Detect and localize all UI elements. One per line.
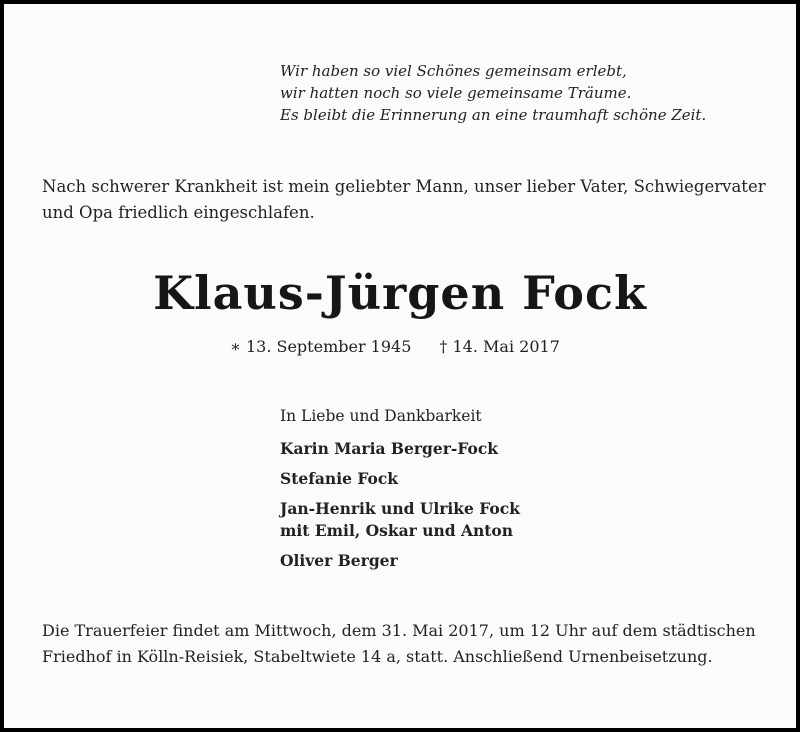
dedication-line: In Liebe und Dankbarkeit	[280, 407, 482, 425]
announcement-line: und Opa friedlich eingeschlafen.	[42, 203, 315, 222]
funeral-details-line: Die Trauerfeier findet am Mittwoch, dem 31. Mai 2017, um 12 Uhr auf dem städtischen	[42, 621, 756, 640]
announcement-line: Nach schwerer Krankheit ist mein geliebter Mann, unser lieber Vater, Schwiegervater	[42, 177, 766, 196]
poem-line: Wir haben so viel Schönes gemeinsam erlebt,	[280, 62, 627, 80]
mourners-section	[280, 404, 750, 580]
memorial-poem	[280, 60, 750, 126]
mourner-name: Stefanie Fock	[280, 469, 399, 488]
announcement-text	[42, 174, 772, 226]
death-date: † 14. Mai 2017	[439, 337, 560, 356]
funeral-details-line: Friedhof in Kölln-Reisiek, Stabeltwiete 14 a, statt. Anschließend Urnenbeisetzung.	[42, 647, 713, 666]
poem-line: wir hatten noch so viele gemeinsame Träume.	[280, 84, 632, 102]
mourner-name: Oliver Berger	[280, 551, 398, 570]
mourner-name: Karin Maria Berger-Fock	[280, 439, 499, 458]
mourner-name-line: Jan-Henrik und Ulrike Fock	[280, 499, 520, 518]
funeral-details	[42, 618, 782, 670]
deceased-name: Klaus-Jürgen Fock	[153, 266, 647, 320]
poem-line: Es bleibt die Erinnerung an eine traumhaft schöne Zeit.	[280, 106, 707, 124]
mourner-name-line: mit Emil, Oskar und Anton	[280, 521, 514, 540]
birth-date: ∗ 13. September 1945	[230, 337, 412, 356]
life-dates	[230, 334, 560, 360]
mourner-name	[280, 498, 750, 542]
